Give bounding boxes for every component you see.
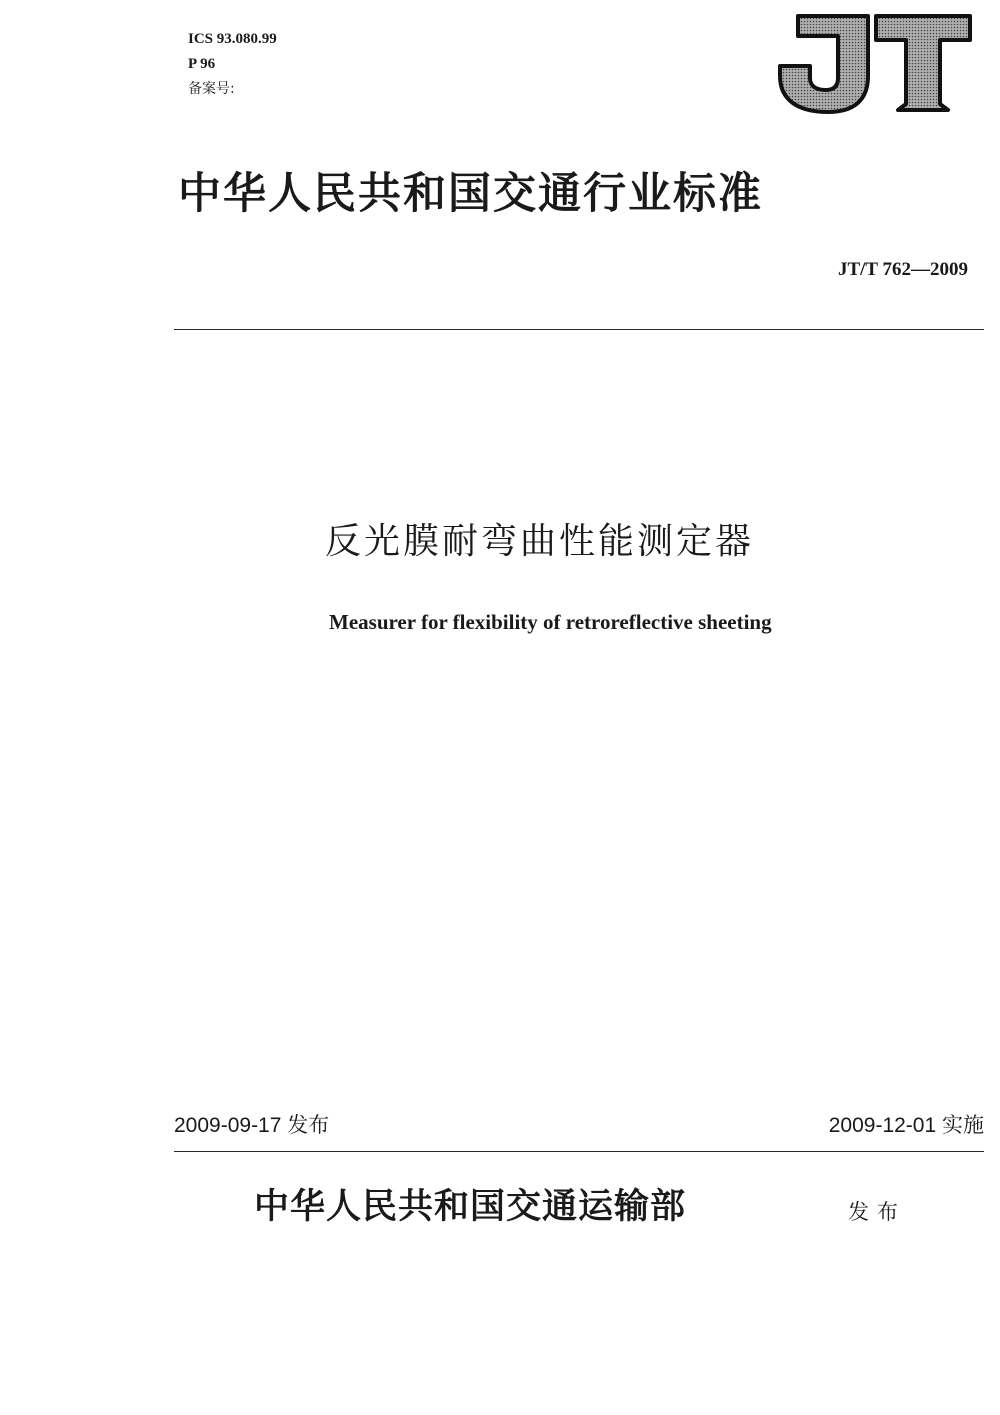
ics-code-text: ICS 93.080.99 — [188, 31, 277, 47]
effective-date: 2009-12-01 实施 — [828, 1114, 984, 1137]
standard-number: JT/T 762—2009 — [837, 259, 968, 280]
ics-code — [188, 30, 277, 48]
document-title-cn: 反光膜耐弯曲性能测定器 — [325, 521, 755, 562]
header-divider — [174, 329, 984, 330]
issue-date: 2009-09-17 发布 — [174, 1114, 330, 1137]
footer-divider — [174, 1151, 984, 1152]
ccs-code — [188, 55, 215, 73]
record-number-label: 备案号: — [188, 81, 235, 97]
ccs-code-text: P 96 — [188, 56, 216, 72]
issuing-authority: 中华人民共和国交通运输部 — [254, 1186, 687, 1227]
standard-category-title: 中华人民共和国交通行业标准 — [178, 169, 763, 219]
issue-action: 发布 — [848, 1200, 906, 1224]
jt-logo — [776, 14, 972, 114]
document-title-en: Measurer for flexibility of retroreflective sheeting — [329, 610, 772, 634]
